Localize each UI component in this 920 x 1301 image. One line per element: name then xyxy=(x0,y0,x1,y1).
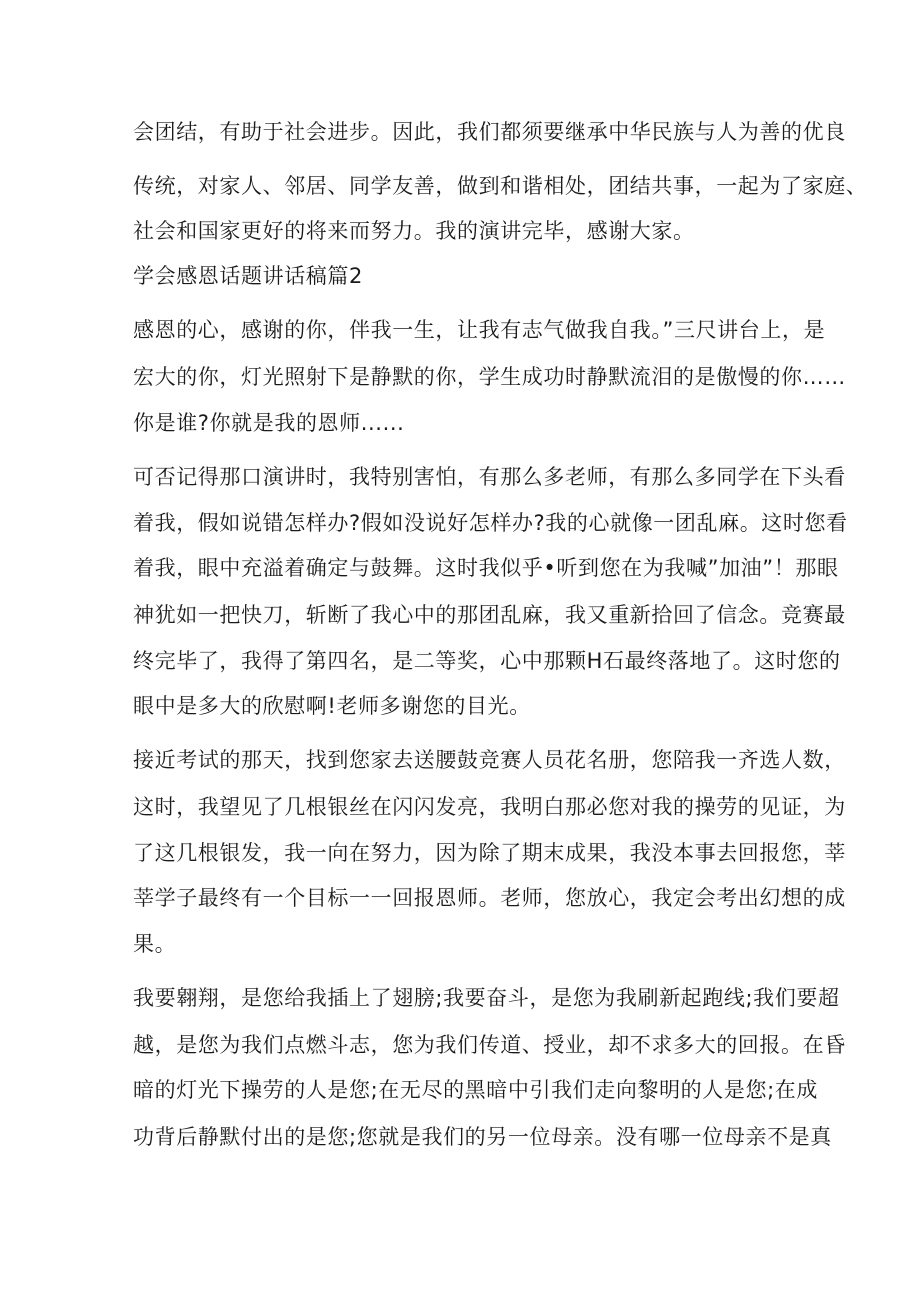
text-line: 宏大的你，灯光照射下是静默的你，学生成功时静默流泪的是傲慢的你…… xyxy=(133,365,846,389)
text-line: 我要翱翔，是您给我插上了翅膀;我要奋斗，是您为我刷新起跑线;我们要超 xyxy=(133,986,840,1010)
text-line: 接近考试的那天，找到您家去送腰鼓竞赛人员花名册，您陪我一齐选人数， xyxy=(133,748,846,772)
section-heading: 学会感恩话题讲话稿篇2 xyxy=(133,264,363,288)
text-line: 果。 xyxy=(133,932,177,956)
text-line: 眼中是多大的欣慰啊!老师多谢您的目光。 xyxy=(133,694,531,718)
text-line: 会团结，有助于社会进步。因此，我们都须要继承中华民族与人为善的优良 xyxy=(133,120,846,144)
text-line: 暗的灯光下操劳的人是您;在无尽的黑暗中引我们走向黎明的人是您;在成 xyxy=(133,1078,818,1102)
text-line: 终完毕了，我得了第四名，是二等奖，心中那颗H石最终落地了。这时您的 xyxy=(133,649,841,673)
text-line: 感恩的心，感谢的你，伴我一生，让我有志气做我自我。”三尺讲台上，是 xyxy=(133,318,826,342)
text-line: 社会和国家更好的将来而努力。我的演讲完毕，感谢大家。 xyxy=(133,219,695,243)
text-line: 了这几根银发，我一向在努力，因为除了期末成果，我没本事去回报您，莘 xyxy=(133,841,846,865)
text-line: 着我，假如说错怎样办?假如没说好怎样办?我的心就像一团乱麻。这时您看 xyxy=(133,511,848,535)
text-line: 你是谁?你就是我的恩师...... xyxy=(133,411,405,435)
text-line: 可否记得那口演讲时，我特别害怕，有那么多老师，有那么多同学在下头看 xyxy=(133,465,846,489)
text-line: 着我，眼中充溢着确定与鼓舞。这时我似乎•听到您在为我喊”加油”！那眼 xyxy=(133,556,839,580)
text-line: 功背后静默付出的是您;您就是我们的另一位母亲。没有哪一位母亲不是真 xyxy=(133,1125,832,1149)
text-line: 莘学子最终有一个目标一一回报恩师。老师，您放心，我定会考出幻想的成 xyxy=(133,886,846,910)
text-line: 神犹如一把快刀，斩断了我心中的那团乱麻，我又重新拾回了信念。竞赛最 xyxy=(133,603,846,627)
text-line: 这时，我望见了几根银丝在闪闪发亮，我明白那必您对我的操劳的见证，为 xyxy=(133,795,846,819)
text-line: 越，是您为我们点燃斗志，您为我们传道、授业，却不求多大的回报。在昏 xyxy=(133,1033,846,1057)
text-line: 传统，对家人、邻居、同学友善，做到和谐相处，团结共事，一起为了家庭、 xyxy=(133,174,868,198)
